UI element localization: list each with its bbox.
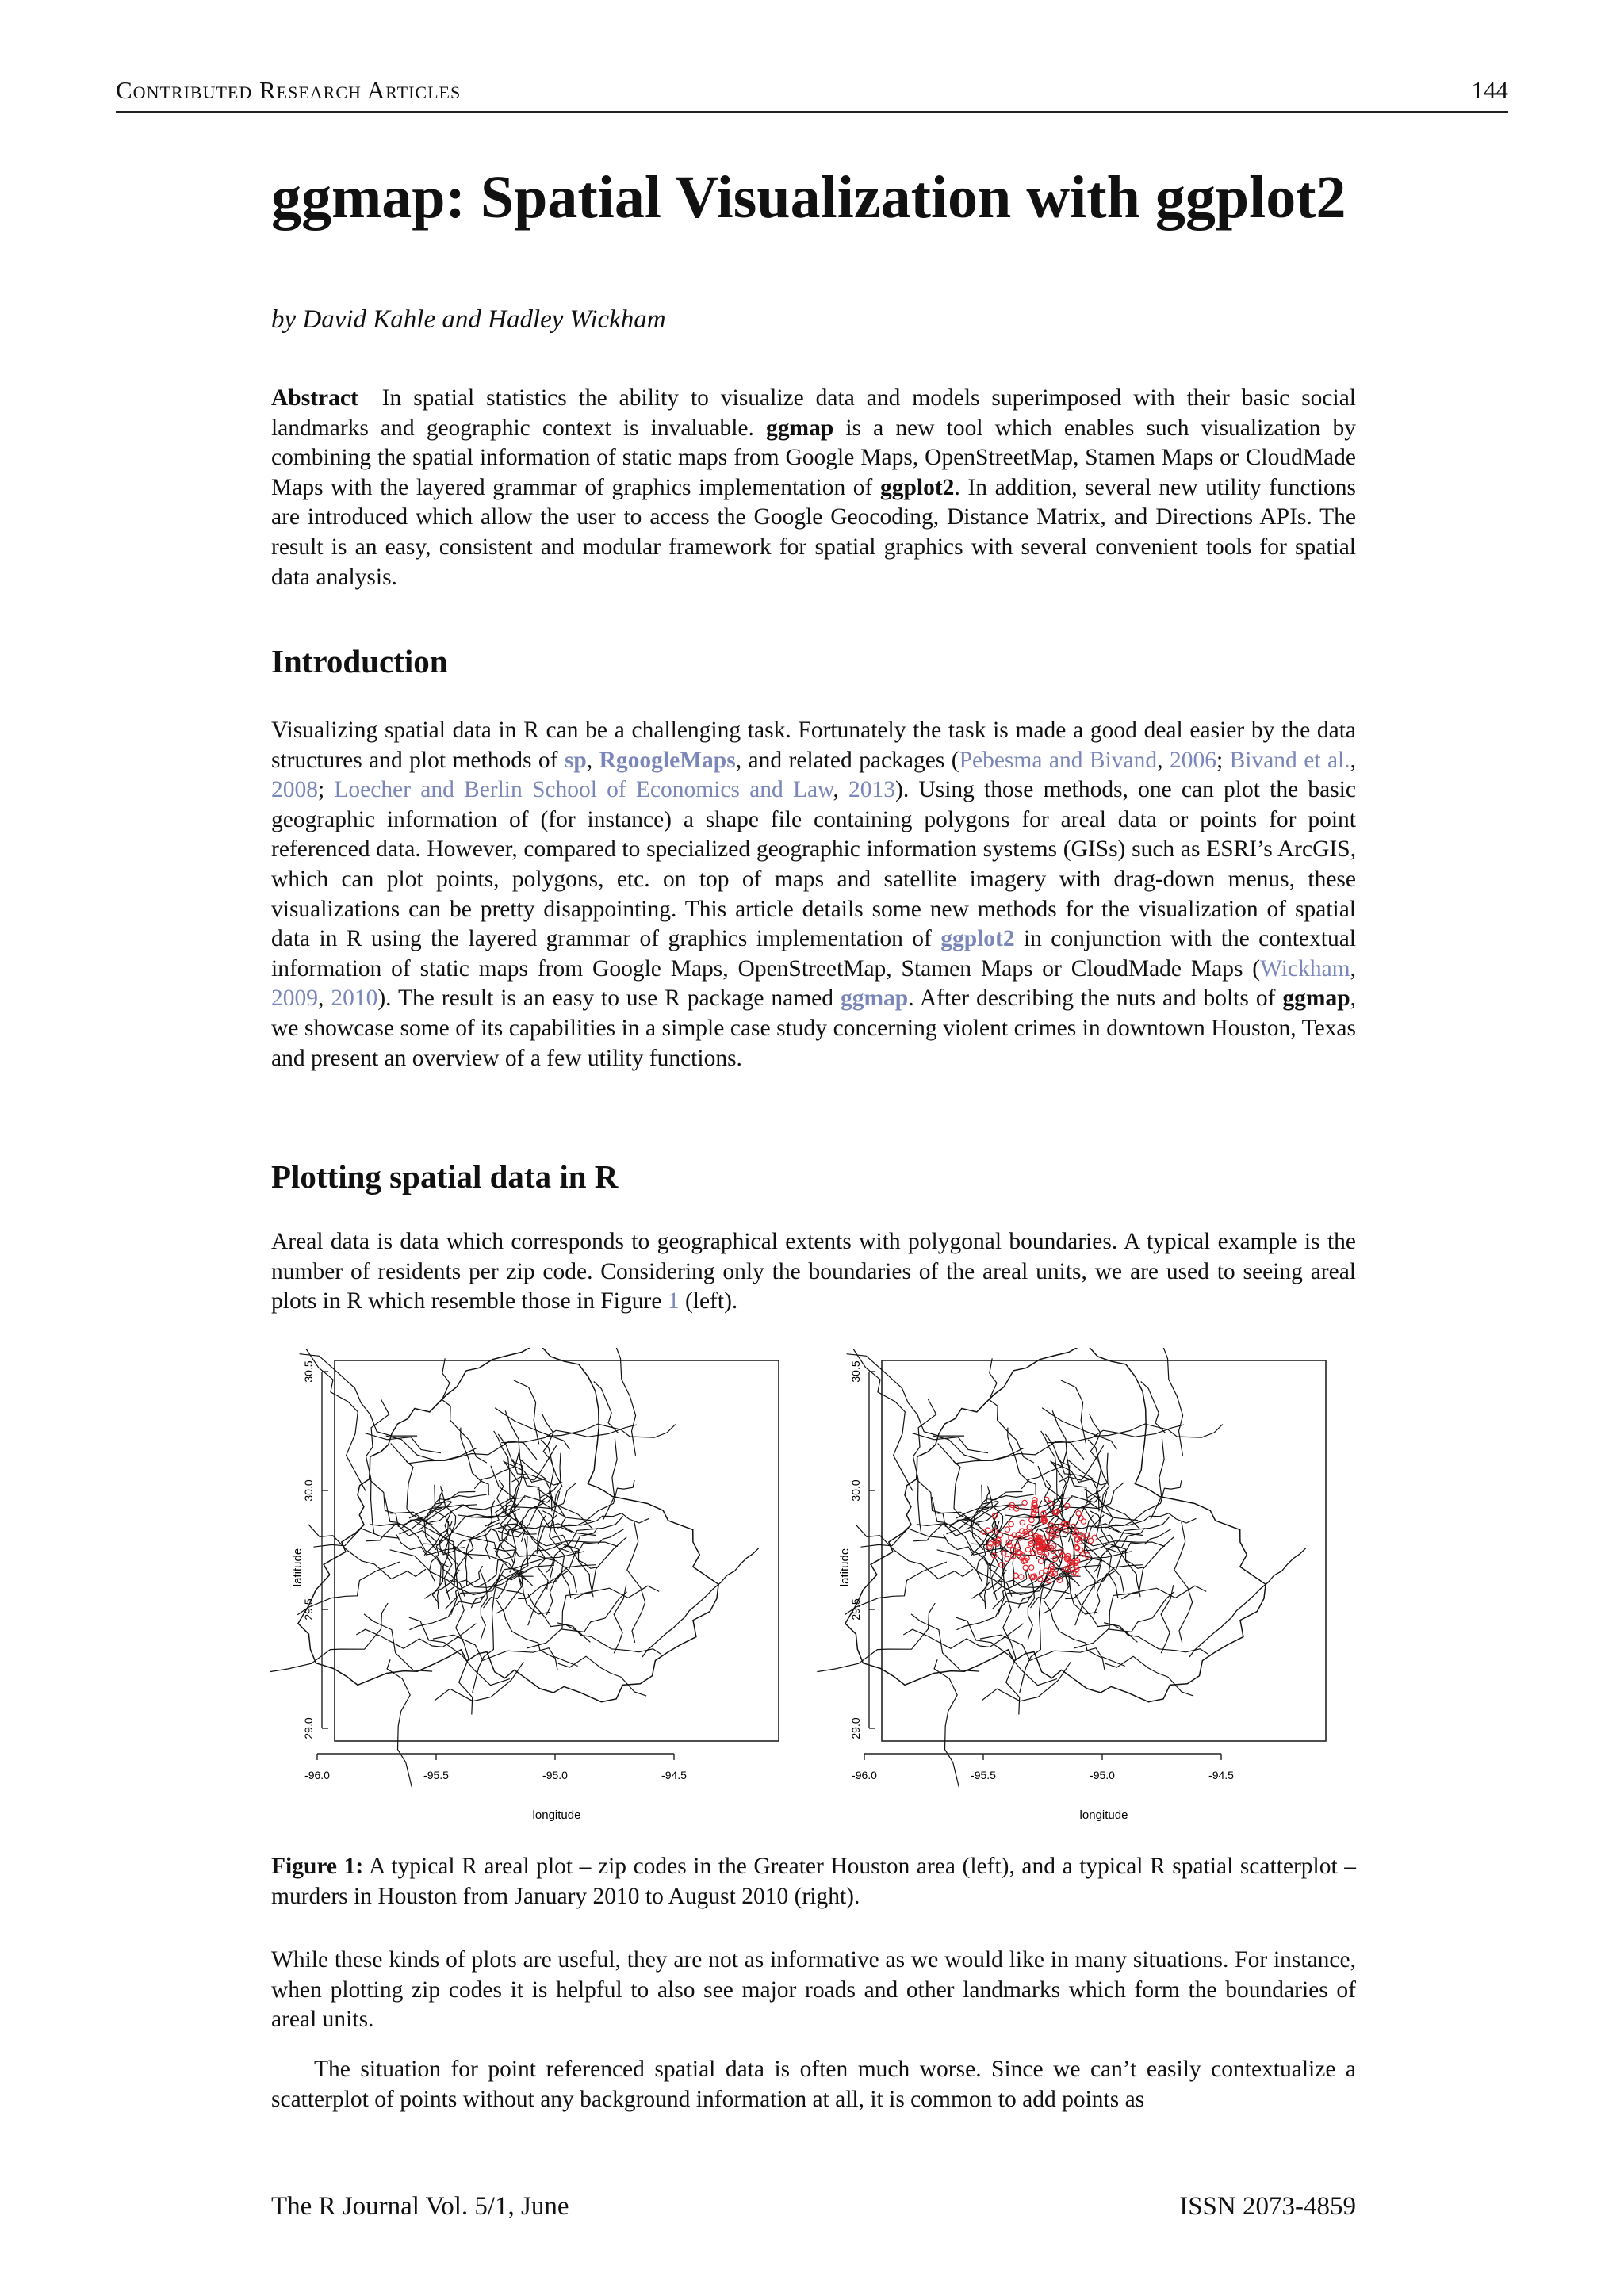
- murder-point: [1028, 1541, 1033, 1546]
- pkg-link-ggmap[interactable]: ggmap: [840, 985, 909, 1012]
- plot-frame: [882, 1360, 1326, 1741]
- zip-boundary: [409, 1617, 510, 1686]
- intro-text: ). Using those methods, one can plot the basic geographic information of (for instance) a shape file containing polygons for areal data or points for point referenced data. However, compared to specialized geographic information systems (GISs) such as ESRI’s ArcGIS, which can plot points, polygons, etc. on top of maps and satellite imagery with drag-down menus, these visualizations can be pretty disappointing. This article details some new methods for the visualization of spatial data in R using the layered grammar of graphics implementation of: [271, 777, 1356, 952]
- plotting-text: (left).: [684, 1288, 738, 1314]
- zip-boundary: [493, 1586, 551, 1614]
- intro-text: Visualizing spatial data in R can be a challenging task. Fortunately the task is made a good deal easier by the data structures and plot methods of: [271, 718, 1356, 773]
- caption-label: Figure 1:: [271, 1854, 364, 1879]
- zip-boundary: [982, 1662, 1071, 1701]
- x-tick-label: -96.0: [852, 1769, 877, 1781]
- murder-point: [1019, 1575, 1024, 1579]
- coastline: [1189, 1548, 1306, 1657]
- byline: by David Kahle and Hadley Wickham: [271, 305, 666, 334]
- zip-boundary: [613, 1348, 636, 1456]
- murder-point: [1020, 1529, 1025, 1533]
- zip-boundary: [465, 1540, 469, 1586]
- citation-year-link[interactable]: 2013: [848, 777, 896, 803]
- murder-point: [1053, 1556, 1058, 1561]
- x-tick-label: -94.5: [661, 1769, 687, 1781]
- zip-boundary: [1161, 1585, 1174, 1653]
- plot-frame: [335, 1360, 779, 1741]
- panel-right: [817, 1348, 1326, 1822]
- y-tick-label: 29.0: [849, 1717, 862, 1739]
- coastline: [642, 1548, 759, 1657]
- zip-boundary: [911, 1614, 979, 1671]
- murder-point: [1020, 1520, 1025, 1525]
- figure-ref-link[interactable]: 1: [667, 1288, 680, 1314]
- citation-year-link[interactable]: 2006: [1169, 747, 1216, 773]
- zip-boundary: [1088, 1440, 1139, 1529]
- zip-boundaries-map: [817, 1348, 1305, 1787]
- caption-text: A typical R areal plot – zip codes in the Greater Houston area (left), and a typical R spatial scatterplot – murders in Houston from January 2010 to August 2010 (right).: [271, 1854, 1356, 1909]
- panel-left: [270, 1348, 779, 1822]
- murder-point: [1025, 1547, 1030, 1552]
- zip-boundary: [369, 1479, 398, 1527]
- abstract: [271, 384, 1356, 592]
- zip-boundary: [956, 1617, 1057, 1686]
- zip-boundary: [856, 1525, 973, 1579]
- citation-link[interactable]: Loecher and Berlin School of Economics and Law: [334, 777, 833, 803]
- figure-1-svg: [262, 1348, 1364, 1831]
- abstract-text: is a new tool which enables such visualization by combining the spatial information of static maps from Google Maps, OpenStreetMap, Stamen Maps or CloudMade Maps with the layered grammar of graphics implementation of: [271, 415, 1356, 500]
- zip-boundary: [1105, 1656, 1193, 1696]
- intro-text: ). The result is an easy to use R package named: [377, 985, 833, 1012]
- zip-boundary: [396, 1535, 465, 1556]
- murder-point: [1081, 1519, 1086, 1524]
- murder-point: [1005, 1527, 1009, 1532]
- murder-point: [1023, 1565, 1028, 1570]
- murder-points: [982, 1497, 1097, 1583]
- zip-boundary: [314, 1529, 400, 1547]
- zip-boundary: [491, 1466, 518, 1533]
- zip-boundary: [270, 1603, 388, 1672]
- intro-text: , and related packages (: [735, 747, 959, 773]
- zip-boundary: [364, 1614, 432, 1671]
- y-tick-label: 30.5: [302, 1360, 315, 1383]
- y-tick-label: 29.0: [302, 1717, 315, 1739]
- citation-year-link[interactable]: 2008: [271, 777, 318, 803]
- zip-boundary: [409, 1596, 484, 1630]
- zip-boundary: [1040, 1586, 1098, 1614]
- x-tick-label: -95.0: [542, 1769, 568, 1781]
- page-number: 144: [1471, 76, 1508, 104]
- murder-point: [1057, 1578, 1062, 1582]
- x-tick-label: -96.0: [304, 1769, 330, 1781]
- pkg-ggplot2: ggplot2: [880, 474, 955, 500]
- abstract-text: In spatial statistics the ability to visualize data and models superimposed with their basic social landmarks and geographic context is invaluable.: [271, 385, 1356, 441]
- zip-boundary: [308, 1525, 426, 1579]
- article-title: ggmap: Spatial Visualization with ggplot2: [271, 164, 1346, 231]
- footer: [271, 2192, 1356, 2224]
- y-tick-label: 30.0: [849, 1479, 862, 1502]
- zip-boundary: [594, 1382, 619, 1433]
- zip-boundary: [1121, 1586, 1206, 1599]
- plotting-text: Areal data is data which corresponds to geographical extents with polygonal boundaries. A typical example is the number of residents per zip code. Considering only the boundaries of the areal units, we are used to seeing areal plots in R which resemble those in Figure: [271, 1229, 1356, 1314]
- citation-link[interactable]: Bivand et al.: [1229, 747, 1350, 773]
- zip-boundary: [956, 1596, 1031, 1630]
- murder-point: [1010, 1548, 1015, 1552]
- plotting-paragraph: [271, 1227, 1356, 1317]
- zip-boundary: [1160, 1348, 1183, 1456]
- journal-info: The R Journal Vol. 5/1, June: [271, 2192, 569, 2221]
- zip-boundary: [306, 1349, 366, 1491]
- intro-paragraph: Visualizing spatial data in R can be a challenging task. Fortunately the task is made a good deal easier by the data structures and plot methods of sp, RgoogleMaps, and related packages (Pebesma and Bivand, 2006; Bivand et al., 2008; Loecher and Berlin School of Economics and Law, 2013). Using those methods, one can plot the basic geographic information of (for instance) a shape file containing polygons for areal data or points for point referenced data. However, compared to specialized geographic information systems (GISs) such as ESRI’s ArcGIS, which can plot points, polygons, etc. on top of maps and satellite imagery with drag-down menus, these visualizations can be pretty disappointing. This article details some new methods for the visualization of spatial data in R using the layered grammar of graphics implementation of ggplot2 in conjunction with the contextual information of static maps from Google Maps, OpenStreetMap, Stamen Maps or CloudMade Maps (Wickham, 2009, 2010). The result is an easy to use R package named ggmap. After describing the nuts and bolts of ggmap, we showcase some of its capabilities in a simple case study concerning violent crimes in downtown Houston, Texas and present an overview of a few utility functions.: [271, 718, 1356, 1071]
- zip-boundary: [541, 1440, 592, 1529]
- paragraph: While these kinds of plots are useful, they are not as informative as we would like in many situations. For instance, when plotting zip codes it is helpful to also see major roads and other landmarks which form the boundaries of areal units.: [271, 1947, 1356, 2033]
- zip-boundary: [614, 1585, 626, 1653]
- figure-1: [262, 1348, 1364, 1831]
- y-axis-label: latitude: [291, 1548, 304, 1587]
- murder-point: [1009, 1521, 1013, 1526]
- y-tick-label: 30.0: [302, 1479, 315, 1502]
- pkg-link-rgooglemaps[interactable]: RgoogleMaps: [599, 747, 736, 773]
- zip-boundary: [366, 1520, 433, 1541]
- murder-point: [1005, 1556, 1009, 1561]
- zip-boundary: [1174, 1521, 1193, 1642]
- zip-boundary: [817, 1603, 935, 1672]
- murder-point: [988, 1541, 993, 1546]
- issn: ISSN 2073-4859: [1179, 2192, 1356, 2221]
- intro-text: . After describing the nuts and bolts of: [908, 985, 1276, 1012]
- zip-boundary: [853, 1349, 913, 1491]
- heading-plotting: Plotting spatial data in R: [271, 1158, 619, 1195]
- zip-boundary: [481, 1571, 488, 1640]
- murder-point: [1092, 1535, 1097, 1540]
- zip-boundary: [1061, 1380, 1086, 1444]
- x-axis-label: longitude: [532, 1808, 581, 1822]
- murder-point: [1028, 1565, 1033, 1570]
- citation-link[interactable]: Pebesma and Bivand: [959, 747, 1158, 773]
- heading-introduction: Introduction: [271, 643, 448, 679]
- y-tick-label: 29.5: [302, 1598, 315, 1621]
- y-axis-label: latitude: [838, 1548, 852, 1587]
- citation-year-link[interactable]: 2009: [271, 985, 318, 1012]
- zip-boundary: [435, 1662, 523, 1701]
- section-title: Contributed Research Articles: [116, 76, 462, 104]
- abstract-text: . In addition, several new utility functions are introduced which allow the user to access the Google Geocoding, Distance Matrix, and Directions APIs. The result is an easy, consistent and modular framework for spatial graphics with several convenient tools for spatial data analysis.: [271, 474, 1357, 590]
- zip-boundary: [934, 1659, 959, 1787]
- murder-point: [1039, 1559, 1044, 1563]
- zip-boundary: [1028, 1571, 1035, 1640]
- punct: ,: [586, 747, 593, 773]
- zip-boundary: [558, 1656, 646, 1696]
- murder-point: [1022, 1500, 1027, 1505]
- zip-boundary: [1104, 1623, 1208, 1655]
- zip-boundaries-map: [270, 1348, 758, 1787]
- pkg-ggmap: ggmap: [766, 415, 834, 441]
- running-head: [116, 76, 1508, 113]
- x-axis-label: longitude: [1079, 1808, 1128, 1822]
- x-tick-label: -94.5: [1208, 1769, 1234, 1781]
- pkg-link-sp[interactable]: sp: [564, 747, 587, 773]
- murder-point: [999, 1563, 1004, 1567]
- zip-boundary: [387, 1659, 412, 1787]
- pkg-link-ggplot2[interactable]: ggplot2: [940, 926, 1015, 952]
- zip-boundary: [913, 1520, 980, 1541]
- zip-boundary: [514, 1380, 539, 1444]
- murder-point: [1027, 1525, 1032, 1529]
- citation-link[interactable]: Wickham: [1260, 955, 1350, 982]
- murder-point: [998, 1533, 1002, 1537]
- zip-boundary: [473, 1564, 503, 1693]
- figure-caption: [271, 1852, 1356, 1911]
- x-tick-label: -95.0: [1090, 1769, 1115, 1781]
- intro-text: , we showcase some of its capabilities in a simple case study concerning violent crimes in downtown Houston, Texas and present an overview of a few utility functions.: [271, 985, 1356, 1071]
- abstract-label: Abstract: [271, 385, 358, 411]
- x-tick-label: -95.5: [423, 1769, 449, 1781]
- zip-boundary: [916, 1479, 945, 1527]
- zip-boundary: [1141, 1382, 1166, 1433]
- pkg-ggmap: ggmap: [1282, 985, 1350, 1012]
- zip-boundary: [861, 1529, 947, 1547]
- zip-boundary: [627, 1521, 645, 1642]
- zip-boundary: [574, 1586, 659, 1599]
- x-tick-label: -95.5: [971, 1769, 996, 1781]
- y-tick-label: 29.5: [849, 1598, 862, 1621]
- citation-year-link[interactable]: 2010: [331, 985, 378, 1012]
- paragraph: The situation for point referenced spatial data is often much worse. Since we can’t easily contextualize a scatterplot of points without any background information at all, it is common to add points as: [271, 2057, 1356, 2112]
- zip-boundary: [1020, 1564, 1050, 1693]
- y-tick-label: 30.5: [849, 1360, 862, 1383]
- intro-text: in conjunction with the contextual information of static maps from Google Maps, OpenStreetMap, Stamen Maps or CloudMade Maps (: [271, 926, 1356, 982]
- zip-boundary: [557, 1623, 661, 1655]
- murder-point: [1029, 1517, 1034, 1522]
